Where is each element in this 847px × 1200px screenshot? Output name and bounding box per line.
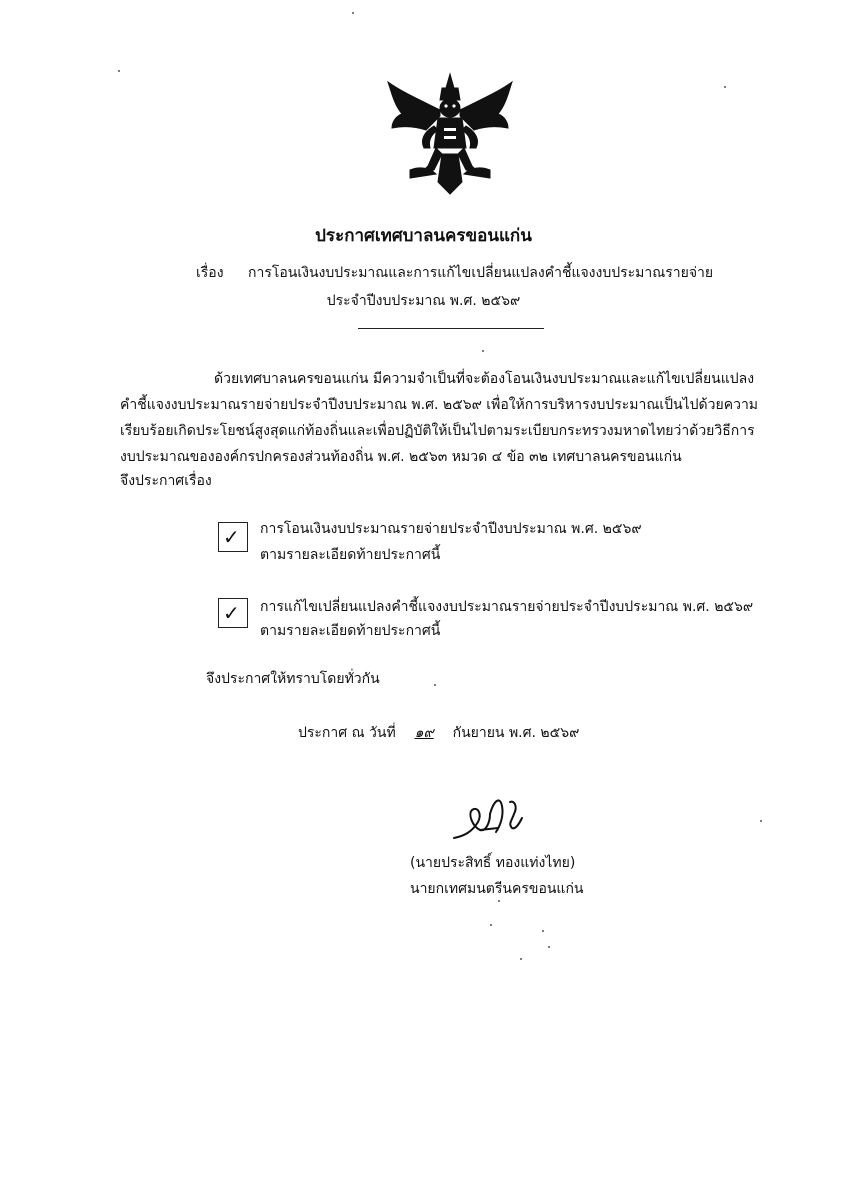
checkmark-icon: ✓: [223, 525, 240, 549]
subject-label: เรื่อง: [196, 265, 224, 281]
scan-speck: [482, 350, 484, 352]
scan-speck: [352, 12, 354, 14]
garuda-emblem-icon: [380, 70, 520, 200]
date-suffix: กันยายน พ.ศ. ๒๕๖๙: [452, 725, 580, 741]
date-prefix: ประกาศ ณ วันที่: [298, 725, 396, 741]
scan-speck: [490, 924, 492, 926]
scan-speck: [548, 946, 550, 948]
body-paragraph-line: เรียบร้อยเกิดประโยชน์สูงสุดแก่ท้องถิ่นและเพื่อปฏิบัติให้เป็นไปตามระเบียบกระทรวงมหาดไทยว่าด้วยวิธีการ: [120, 423, 755, 439]
subject-text-line2: ประจำปีงบประมาณ พ.ศ. ๒๕๖๙: [326, 293, 521, 309]
body-paragraph-line: คำชี้แจงงบประมาณรายจ่ายประจำปีงบประมาณ พ.ศ. ๒๕๖๙ เพื่อให้การบริหารงบประมาณเป็นไปด้วยความ: [120, 397, 759, 413]
item-text-line2: ตามรายละเอียดท้ายประกาศนี้: [260, 547, 441, 563]
scan-speck: [118, 70, 120, 72]
item-checkbox[interactable]: [218, 522, 248, 552]
document-title: ประกาศเทศบาลนครขอนแก่น: [315, 226, 532, 246]
scan-speck: [542, 930, 544, 932]
title-divider: [358, 328, 544, 329]
body-paragraph-line: จึงประกาศเรื่อง: [120, 473, 212, 489]
date-day: ๑๙: [414, 725, 434, 741]
body-paragraph-line: ด้วยเทศบาลนครขอนแก่น มีความจำเป็นที่จะต้องโอนเงินงบประมาณและแก้ไขเปลี่ยนแปลง: [214, 371, 755, 387]
signatory-name: (นายประสิทธิ์ ทองแท่งไทย): [410, 855, 576, 871]
scan-speck: [434, 684, 436, 686]
item-checkbox[interactable]: [218, 598, 248, 628]
signature: [450, 792, 560, 848]
scan-speck: [760, 820, 762, 822]
subject-text-line1: การโอนเงินงบประมาณและการแก้ไขเปลี่ยนแปลงคำชี้แจงงบประมาณรายจ่าย: [248, 265, 714, 281]
item-text-line1: การโอนเงินงบประมาณรายจ่ายประจำปีงบประมาณ พ.ศ. ๒๕๖๙: [260, 521, 642, 537]
item-text-line1: การแก้ไขเปลี่ยนแปลงคำชี้แจงงบประมาณรายจ่ายประจำปีงบประมาณ พ.ศ. ๒๕๖๙: [260, 599, 754, 615]
body-paragraph-line: งบประมาณขององค์กรปกครองส่วนท้องถิ่น พ.ศ. ๒๕๖๓ หมวด ๔ ข้อ ๓๒ เทศบาลนครขอนแก่น: [120, 449, 682, 465]
scan-speck: [520, 958, 522, 960]
closing-statement: จึงประกาศให้ทราบโดยทั่วกัน: [206, 671, 380, 687]
item-text-line2: ตามรายละเอียดท้ายประกาศนี้: [260, 623, 441, 639]
scan-speck: [724, 86, 726, 88]
scan-speck: [498, 900, 500, 902]
checkmark-icon: ✓: [223, 601, 240, 625]
announcement-date: [298, 722, 579, 744]
signatory-position: นายกเทศมนตรีนครขอนแก่น: [410, 881, 584, 897]
